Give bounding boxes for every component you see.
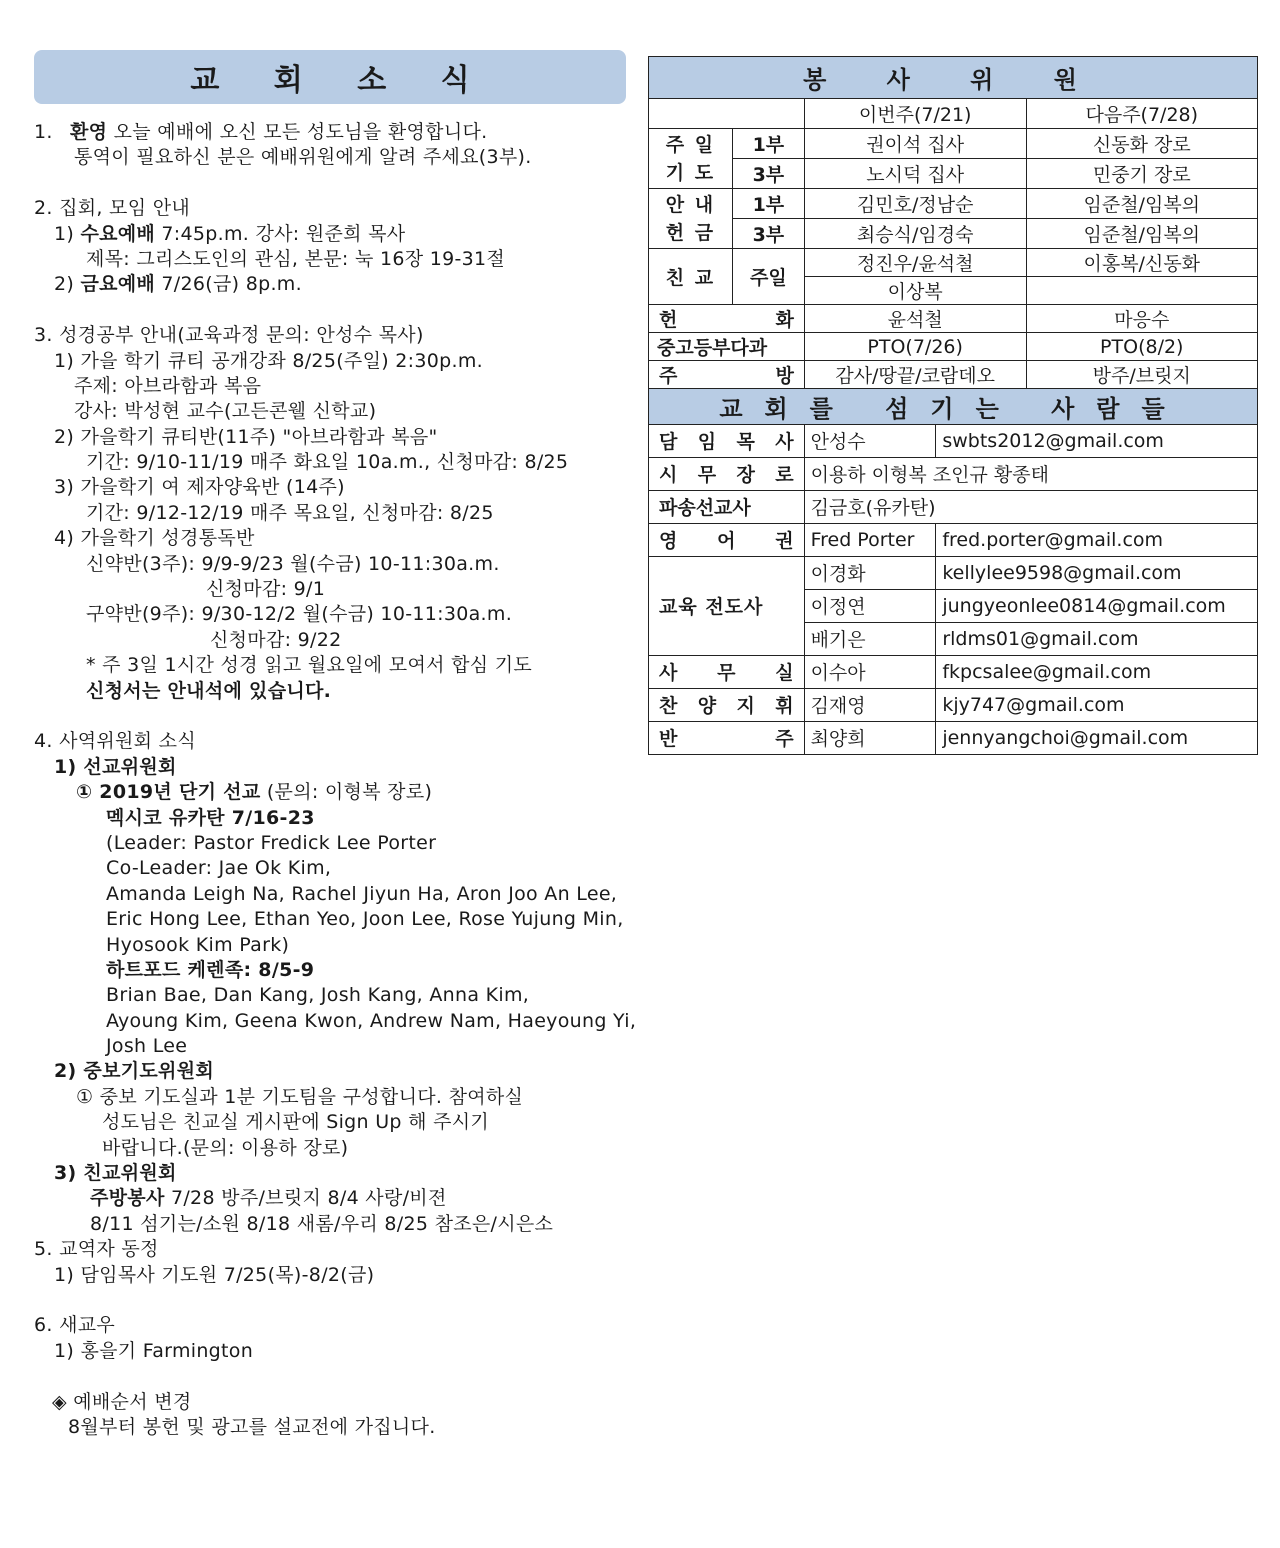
news-line-suffix: 오늘 예배에 오신 모든 성도님을 환영합니다. <box>107 121 488 143</box>
fellowship-next: 이홍복/신동화 <box>1026 249 1257 277</box>
staff-name: 배기은 <box>804 622 936 655</box>
news-line <box>34 1161 634 1186</box>
news-line-text: 주방봉사 <box>90 1187 165 1210</box>
offering-this: 최승식/임경숙 <box>804 219 1026 249</box>
news-line-text: 환영 <box>70 121 108 143</box>
line-gap <box>34 1364 634 1389</box>
news-line-text: 3. 성경공부 안내(교육과정 문의: 안성수 목사) <box>34 324 424 347</box>
news-line-text: Hyosook Kim Park) <box>106 933 290 956</box>
news-line <box>34 806 634 831</box>
news-line-text: 5. 교역자 동정 <box>34 1238 159 1261</box>
news-line-text: (Leader: Pastor Fredick Lee Porter <box>106 831 437 854</box>
offering-this: 김민호/정남순 <box>804 189 1026 219</box>
staff-name: 이경화 <box>804 556 936 589</box>
staff-email: kellylee9598@gmail.com <box>936 556 1258 589</box>
staff-name: Fred Porter <box>804 523 936 556</box>
staff-name: 김재영 <box>804 688 936 721</box>
news-line <box>34 628 634 653</box>
youth-label: 중고등부다과 <box>649 333 805 361</box>
news-line-text: 1) 가을 학기 큐티 공개강좌 8/25(주일) 2:30p.m. <box>54 349 483 372</box>
news-line <box>34 1390 634 1415</box>
news-line-text: Eric Hong Lee, Ethan Yeo, Joon Lee, Rose Yujung Min, <box>106 908 624 931</box>
news-line <box>34 1110 634 1135</box>
news-line-text: 주제: 아브라함과 복음 <box>74 374 262 397</box>
news-line <box>34 374 634 399</box>
news-line <box>34 1263 634 1288</box>
news-line <box>34 1186 634 1211</box>
fellowship-next <box>1026 277 1257 305</box>
news-line <box>34 933 634 958</box>
staff-role: 찬 양 지 휘 <box>649 688 805 721</box>
news-line-text: ◈ 예배순서 변경 <box>52 1390 192 1413</box>
right-column <box>648 56 1258 755</box>
news-line-text: 성도님은 친교실 게시판에 Sign Up 해 주시기 <box>102 1111 490 1134</box>
news-line <box>34 552 634 577</box>
offering-part: 3부 <box>732 219 804 249</box>
news-line-text: 신청마감: 9/22 <box>210 628 342 651</box>
news-line-text: 강사: 박성현 교수(고든콘웰 신학교) <box>74 400 377 423</box>
news-line <box>34 1034 634 1059</box>
news-line-text: 3) 가을학기 여 제자양육반 (14주) <box>54 476 345 499</box>
staff-role: 파송선교사 <box>649 490 805 523</box>
news-line-text: 1) 선교위원회 <box>54 755 177 778</box>
news-line <box>34 831 634 856</box>
news-line-text: 신청서는 안내석에 있습니다. <box>86 679 332 702</box>
prayer-label: 주 일 기 도 <box>649 129 733 189</box>
offering-label: 안 내 헌 금 <box>649 189 733 249</box>
news-line <box>34 196 634 221</box>
staff-role: 영 어 권 <box>649 523 805 556</box>
news-line-text: 2) <box>54 273 81 296</box>
news-line-text: 신약반(3주): 9/9-9/23 월(수금) 10-11:30a.m. <box>86 552 500 575</box>
staff-role: 담 임 목 사 <box>649 424 805 457</box>
news-line-suffix: (문의: 이형복 장로) <box>260 781 433 804</box>
news-line <box>34 399 634 424</box>
news-line <box>34 349 634 374</box>
news-line-text: 기간: 9/12-12/19 매주 목요일, 신청마감: 8/25 <box>86 501 494 524</box>
news-line <box>34 653 634 678</box>
news-line <box>34 780 634 805</box>
news-line <box>34 602 634 627</box>
staff-name: 이수아 <box>804 655 936 688</box>
news-line-text: 하트포드 케렌족: 8/5-9 <box>106 958 315 981</box>
church-news-column <box>34 50 637 1440</box>
news-line-text: 6. 새교우 <box>34 1314 116 1337</box>
news-line-text: 1) 홍을기 Farmington <box>54 1339 254 1362</box>
news-line <box>34 272 634 297</box>
youth-this: PTO(7/26) <box>804 333 1026 361</box>
news-line <box>34 501 634 526</box>
prayer-this: 노시덕 집사 <box>804 159 1026 189</box>
news-line <box>34 323 634 348</box>
news-line-text: 1) <box>54 222 81 245</box>
news-line-text: 바랍니다.(문의: 이용하 장로) <box>102 1136 349 1159</box>
staff-email: jungyeonlee0814@gmail.com <box>936 589 1258 622</box>
news-line-text: 8월부터 봉헌 및 광고를 설교전에 가집니다. <box>68 1415 436 1438</box>
fellowship-sub: 주일 <box>732 249 804 305</box>
staff-email: kjy747@gmail.com <box>936 688 1258 721</box>
news-line-bold: 금요예배 <box>80 273 156 296</box>
news-line-text: Brian Bae, Dan Kang, Josh Kang, Anna Kim, <box>106 984 530 1007</box>
staff-email: jennyangchoi@gmail.com <box>936 721 1258 754</box>
staff-email: fred.porter@gmail.com <box>936 523 1258 556</box>
staff-email: fkpcsalee@gmail.com <box>936 655 1258 688</box>
news-line-suffix: 7/26(금) 8p.m. <box>155 273 302 296</box>
fellowship-this: 이상복 <box>804 277 1026 305</box>
news-line <box>34 1339 634 1364</box>
fellowship-this: 정진우/윤석철 <box>804 249 1026 277</box>
news-line <box>34 882 634 907</box>
news-line <box>34 679 634 704</box>
kitchen-label: 주 방 <box>649 361 805 389</box>
news-line-suffix: 7/28 방주/브릿지 8/4 사랑/비젼 <box>164 1187 447 1210</box>
news-line <box>34 1313 634 1338</box>
fellowship-label: 친 교 <box>649 249 733 305</box>
news-line-text: 2) 중보기도위원회 <box>54 1060 214 1083</box>
volunteers-table <box>648 56 1258 389</box>
news-line-text: Amanda Leigh Na, Rachel Jiyun Ha, Aron Joo An Lee, <box>106 882 618 905</box>
news-line <box>34 755 634 780</box>
news-line <box>34 1059 634 1084</box>
prayer-next: 민중기 장로 <box>1026 159 1257 189</box>
offering-next: 임준철/임복의 <box>1026 219 1257 249</box>
staff-name: 이정연 <box>804 589 936 622</box>
news-line-text: Josh Lee <box>106 1035 188 1058</box>
kitchen-next: 방주/브릿지 <box>1026 361 1257 389</box>
church-news-list <box>34 120 637 1440</box>
church-news-title: 교 회 소 식 <box>34 50 626 104</box>
news-line <box>34 145 634 170</box>
news-line-text: ① 중보 기도실과 1분 기도팀을 구성합니다. 참여하실 <box>76 1085 524 1108</box>
news-line <box>34 1136 634 1161</box>
news-line-text: 제목: 그리스도인의 관심, 본문: 눅 16장 19-31절 <box>86 247 506 270</box>
prayer-part: 1부 <box>732 129 804 159</box>
staff-name: 안성수 <box>804 424 936 457</box>
news-line-text: 4. 사역위원회 소식 <box>34 730 196 753</box>
news-line-text: 기간: 9/10-11/19 매주 화요일 10a.m., 신청마감: 8/25 <box>86 451 569 474</box>
news-line-text: 4) 가을학기 성경통독반 <box>54 527 255 550</box>
youth-next: PTO(8/2) <box>1026 333 1257 361</box>
news-line-text: 3) 친교위원회 <box>54 1162 177 1185</box>
this-week-header: 이번주(7/21) <box>804 99 1026 129</box>
volunteers-title: 봉 사 위 원 <box>649 57 1258 99</box>
news-line <box>34 425 634 450</box>
staff-email: swbts2012@gmail.com <box>936 424 1258 457</box>
edu-role: 교육 전도사 <box>649 556 805 655</box>
news-line <box>34 958 634 983</box>
news-line <box>34 1009 637 1034</box>
line-gap <box>34 298 634 323</box>
news-line <box>34 1415 634 1440</box>
flower-next: 마응수 <box>1026 305 1257 333</box>
news-line <box>34 983 634 1008</box>
news-line <box>34 120 634 145</box>
line-gap <box>34 704 634 729</box>
news-line-text: 통역이 필요하신 분은 예배위원에게 알려 주세요(3부). <box>74 146 532 169</box>
news-line-text: 8/11 섬기는/소원 8/18 새롬/우리 8/25 참조은/시은소 <box>90 1212 554 1235</box>
staff-title: 교회를 섬기는 사람들 <box>649 388 1258 424</box>
news-line-text: 2) 가을학기 큐티반(11주) "아브라함과 복음" <box>54 425 438 448</box>
news-line-text: 구약반(9주): 9/30-12/2 월(수금) 10-11:30a.m. <box>86 603 513 626</box>
news-line-text: 2. 집회, 모임 안내 <box>34 197 191 220</box>
news-line <box>34 1212 634 1237</box>
news-line-text: * 주 3일 1시간 성경 읽고 월요일에 모여서 합심 기도 <box>86 654 533 677</box>
news-line-text: ① 2019년 단기 선교 <box>76 781 261 804</box>
offering-part: 1부 <box>732 189 804 219</box>
news-line-text: 1) 담임목사 기도원 7/25(목)-8/2(금) <box>54 1263 375 1286</box>
kitchen-this: 감사/땅끝/코람데오 <box>804 361 1026 389</box>
news-line <box>34 247 634 272</box>
news-line <box>34 907 634 932</box>
news-line <box>34 1085 634 1110</box>
staff-name: 김금호(유카탄) <box>804 490 1257 523</box>
news-line <box>34 450 634 475</box>
flower-label: 헌 화 <box>649 305 805 333</box>
news-line-text: 신청마감: 9/1 <box>206 578 326 601</box>
staff-role: 시 무 장 로 <box>649 457 805 490</box>
news-line-text: 1. <box>34 121 53 143</box>
news-line <box>34 856 634 881</box>
staff-role: 사 무 실 <box>649 655 805 688</box>
news-line <box>34 526 634 551</box>
news-line <box>34 475 634 500</box>
line-gap <box>34 1288 634 1313</box>
news-line-text: 멕시코 유카탄 7/16-23 <box>106 806 315 829</box>
news-line-bold: 수요예배 <box>80 222 156 245</box>
news-line <box>34 1237 634 1262</box>
prayer-this: 권이석 집사 <box>804 129 1026 159</box>
news-line <box>34 729 634 754</box>
news-line-text: Ayoung Kim, Geena Kwon, Andrew Nam, Haeyoung Yi, <box>106 1009 637 1032</box>
news-line-suffix: 7:45p.m. 강사: 원준희 목사 <box>155 222 406 245</box>
news-line <box>34 222 634 247</box>
line-gap <box>34 171 634 196</box>
news-line <box>34 577 634 602</box>
news-line-text: Co-Leader: Jae Ok Kim, <box>106 857 332 880</box>
staff-role: 반 주 <box>649 721 805 754</box>
prayer-part: 3부 <box>732 159 804 189</box>
flower-this: 윤석철 <box>804 305 1026 333</box>
staff-email: rldms01@gmail.com <box>936 622 1258 655</box>
staff-table <box>648 388 1258 755</box>
next-week-header: 다음주(7/28) <box>1026 99 1257 129</box>
staff-name: 최양희 <box>804 721 936 754</box>
staff-name: 이용하 이형복 조인규 황종태 <box>804 457 1257 490</box>
offering-next: 임준철/임복의 <box>1026 189 1257 219</box>
prayer-next: 신동화 장로 <box>1026 129 1257 159</box>
